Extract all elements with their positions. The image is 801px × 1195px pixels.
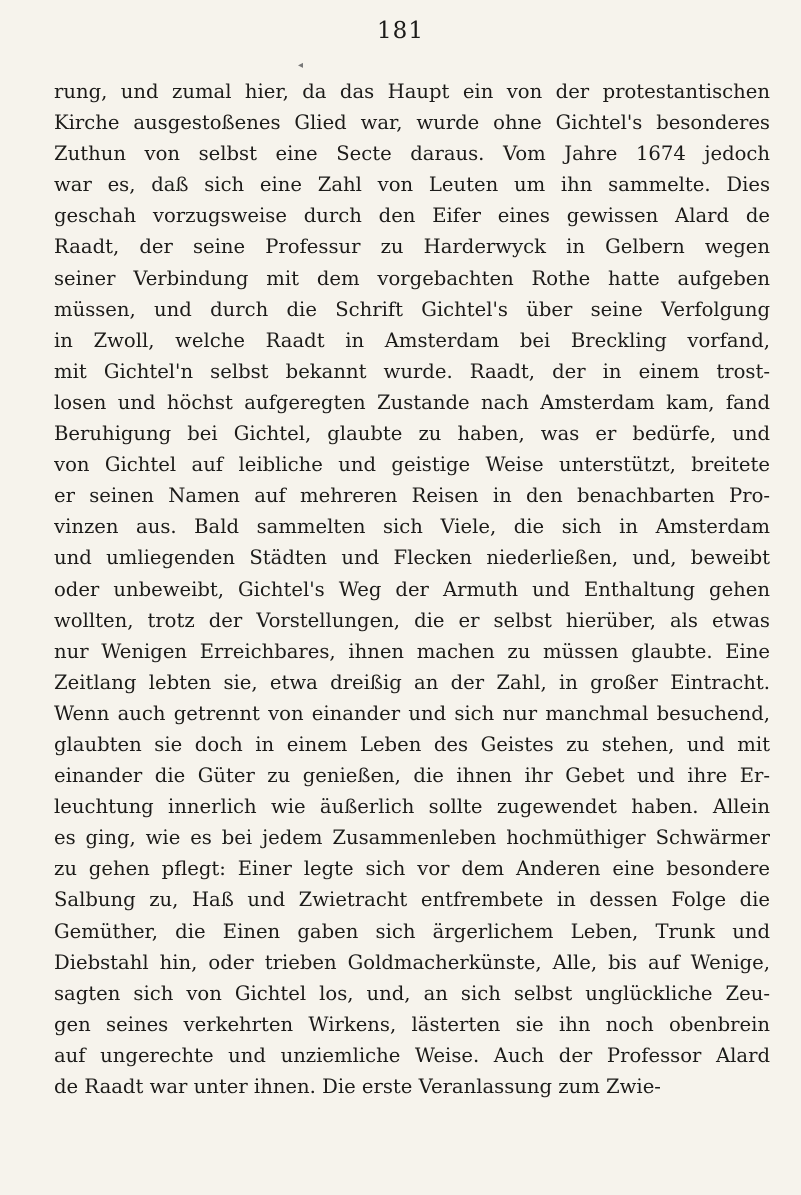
text-line: sagten sich von Gichtel los, und, an sich selbst unglückliche Zeu-	[54, 981, 770, 1005]
text-line: vinzen aus. Bald sammelten sich Viele, die sich in Amsterdam	[54, 515, 770, 539]
text-line: zu gehen pflegt: Einer legte sich vor dem Anderen eine besondere	[54, 857, 770, 881]
margin-mark: ◂	[298, 60, 304, 71]
body-text	[54, 76, 770, 1102]
text-line: Diebstahl hin, oder trieben Goldmacherkünste, Alle, bis auf Wenige,	[54, 950, 770, 974]
text-line: einander die Güter zu genießen, die ihnen ihr Gebet und ihre Er-	[54, 764, 770, 788]
text-line: Beruhigung bei Gichtel, glaubte zu haben, was er bedürfe, und	[54, 422, 770, 446]
text-line: und umliegenden Städten und Flecken niederließen, und, beweibt	[54, 546, 770, 570]
text-line: von Gichtel auf leibliche und geistige Weise unterstützt, breitete	[54, 453, 770, 477]
text-line: Wenn auch getrennt von einander und sich nur manchmal besuchend,	[54, 701, 770, 725]
text-line: de Raadt war unter ihnen. Die erste Veranlassung zum Zwie-	[54, 1075, 661, 1098]
text-line: Gemüther, die Einen gaben sich ärgerlichem Leben, Trunk und	[54, 919, 770, 943]
text-line: es ging, wie es bei jedem Zusammenleben hochmüthiger Schwärmer	[54, 826, 770, 850]
text-line: losen und höchst aufgeregten Zustande nach Amsterdam kam, fand	[54, 390, 770, 414]
text-line: in Zwoll, welche Raadt in Amsterdam bei Breckling vorfand,	[54, 328, 770, 352]
text-line: war es, daß sich eine Zahl von Leuten um ihn sammelte. Dies	[54, 173, 770, 197]
text-line: gen seines verkehrten Wirkens, lästerten sie ihn noch obenbrein	[54, 1012, 770, 1036]
page-number: 181	[377, 18, 424, 44]
text-line: leuchtung innerlich wie äußerlich sollte zugewendet haben. Allein	[54, 795, 770, 819]
text-line: wollten, trotz der Vorstellungen, die er selbst hierüber, als etwas	[54, 608, 770, 632]
text-line: Salbung zu, Haß und Zwietracht entfrembete in dessen Folge die	[54, 888, 770, 912]
text-line: glaubten sie doch in einem Leben des Geistes zu stehen, und mit	[54, 732, 770, 756]
text-line: Zeitlang lebten sie, etwa dreißig an der Zahl, in großer Eintracht.	[54, 670, 770, 694]
text-line: geschah vorzugsweise durch den Eifer eines gewissen Alard de	[54, 204, 770, 228]
text-line: auf ungerechte und unziemliche Weise. Auch der Professor Alard	[54, 1043, 770, 1067]
text-line: mit Gichtel'n selbst bekannt wurde. Raadt, der in einem trost-	[54, 359, 770, 383]
text-line: müssen, und durch die Schrift Gichtel's über seine Verfolgung	[54, 297, 770, 321]
text-line: seiner Verbindung mit dem vorgebachten Rothe hatte aufgeben	[54, 266, 770, 290]
text-line: Zuthun von selbst eine Secte daraus. Vom Jahre 1674 jedoch	[54, 142, 770, 166]
text-line: rung, und zumal hier, da das Haupt ein von der protestantischen	[54, 80, 770, 103]
text-line: Raadt, der seine Professur zu Harderwyck in Gelbern wegen	[54, 235, 770, 259]
text-line: nur Wenigen Erreichbares, ihnen machen zu müssen glaubte. Eine	[54, 639, 770, 663]
text-line: er seinen Namen auf mehreren Reisen in den benachbarten Pro-	[54, 484, 770, 508]
text-line: oder unbeweibt, Gichtel's Weg der Armuth und Enthaltung gehen	[54, 577, 770, 601]
text-line: Kirche ausgestoßenes Glied war, wurde ohne Gichtel's besonderes	[54, 111, 770, 135]
